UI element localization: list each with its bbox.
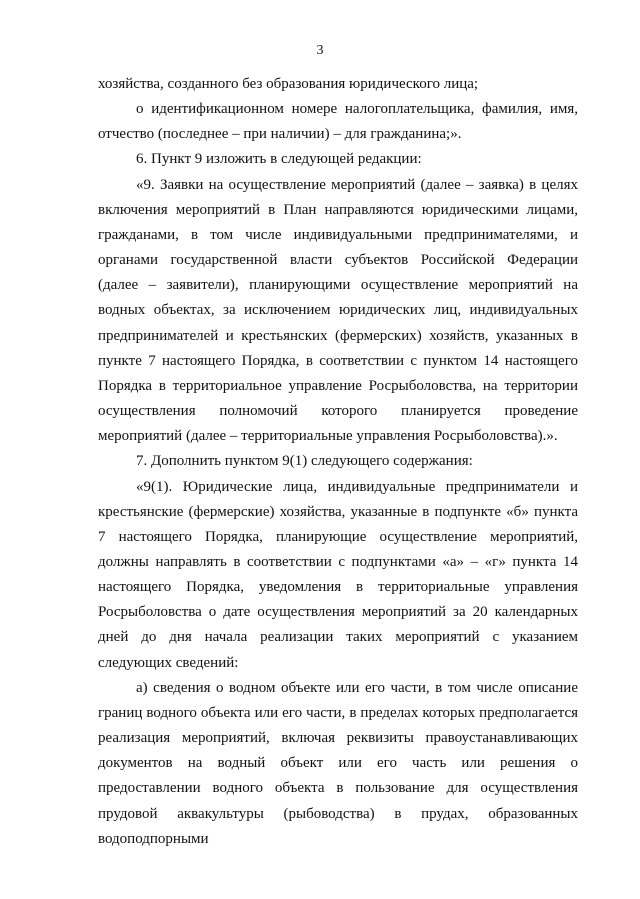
- paragraph-item-6: 6. Пункт 9 изложить в следующей редакции:: [136, 151, 422, 168]
- paragraph-point-9: «9. Заявки на осуществление мероприятий (далее – заявка) в целях включения мероприятий в План направляются юридическими лицами, гражданами, в том числе индивидуальными предпринимателями, и органами государственной власти субъектов Российской Федерации (далее – заявители), планирующими осуществление мероприятий на водных объектах, за исключением юридических лиц, индивидуальных предпринимателей и крестьянских (фермерских) хозяйств, указанных в пункте 7 настоящего Порядка, в соответствии с пунктом 14 настоящего Порядка в территориальное управление Росрыболовства, на территории осуществления полномочий которого планируется проведение мероприятий (далее – территориальные управления Росрыболовства).».: [98, 176, 578, 445]
- paragraph-subpoint-a: а) сведения о водном объекте или его части, в том числе описание границ водного объекта или его части, в пределах которых предполагается реализация мероприятий, включая реквизиты правоустанавливающих документов на водный объект или его часть или решения о предоставлении водного объекта в пользование для осуществления прудовой аквакультуры (рыбоводства) в прудах, образованных водоподпорными: [98, 679, 578, 847]
- paragraph-taxpayer-number: о идентификационном номере налогоплательщика, фамилия, имя, отчество (последнее – при наличии) – для гражданина;».: [98, 101, 578, 143]
- paragraph-point-9-1: «9(1). Юридические лица, индивидуальные предприниматели и крестьянские (фермерские) хозяйства, указанные в подпункте «б» пункта 7 настоящего Порядка, планирующие осуществление мероприятий, должны направлять в соответствии с подпунктами «а» – «г» пункта 14 настоящего Порядка, уведомления в территориальные управления Росрыболовства о дате осуществления мероприятий за 20 календарных дней до дня начала реализации таких мероприятий с указанием следующих сведений:: [98, 478, 578, 671]
- paragraph-continuation: хозяйства, созданного без образования юридического лица;: [98, 76, 479, 92]
- document-body: [98, 72, 578, 852]
- paragraph-item-7: 7. Дополнить пунктом 9(1) следующего содержания:: [136, 453, 473, 470]
- page-number: 3: [316, 43, 324, 58]
